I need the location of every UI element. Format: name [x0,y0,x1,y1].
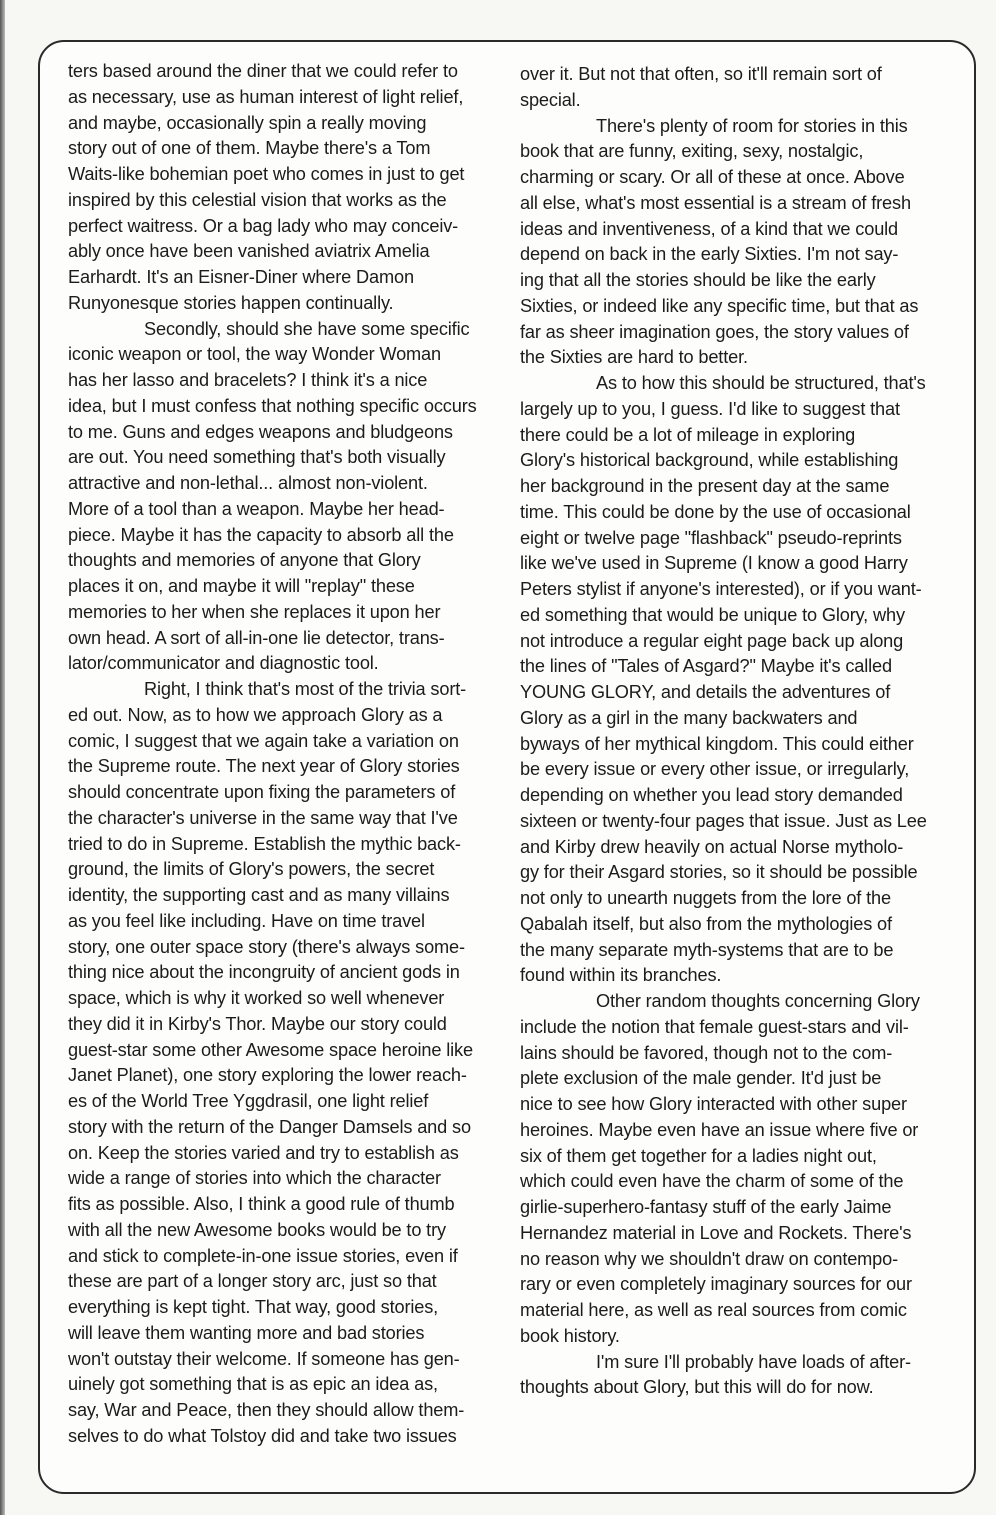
text-line: there could be a lot of mileage in exploring [520,424,856,445]
text-line: charming or scary. Or all of these at once. Above [520,167,905,187]
text-line: nice to see how Glory interacted with other super [520,1094,907,1114]
paragraph [520,371,960,989]
text-line: perfect waitress. Or a bag lady who may conceiv- [68,215,459,236]
text-line: ing that all the stories should be like the early [520,270,876,290]
text-line: eight or twelve page "flashback" pseudo-reprints [520,527,902,548]
text-line: ters based around the diner that we could refer to [68,61,458,81]
text-line: the character's universe in the same way that I've [68,807,458,828]
text-line: these are part of a longer story arc, just so that [68,1271,437,1292]
text-line: will leave them wanting more and bad stories [68,1322,425,1343]
text-line: as you feel like including. Have on time travel [68,910,425,931]
text-line: Janet Planet), one story exploring the lower reach- [68,1065,467,1086]
text-line: space, which is why it worked so well whenever [68,988,445,1008]
text-line: girlie-superhero-fantasy stuff of the early Jaime [520,1197,892,1217]
text-line: the many separate myth-systems that are to be [520,939,894,960]
text-line: ground, the limits of Glory's powers, the secret [68,859,435,880]
scan-edge [0,0,5,1515]
text-line: as necessary, use as human interest of light relief, [68,86,464,107]
text-line: heroines. Maybe even have an issue where five or [520,1119,919,1140]
text-line: guest-star some other Awesome space heroine like [68,1039,473,1060]
text-line: wide a range of stories into which the character [68,1168,441,1189]
text-line: Earhardt. It's an Eisner-Diner where Damon [68,267,414,287]
text-line: largely up to you, I guess. I'd like to suggest that [520,398,900,419]
text-line: piece. Maybe it has the capacity to absorb all the [68,524,454,545]
text-line: on. Keep the stories varied and try to establish as [68,1142,459,1163]
text-line: byways of her mythical kingdom. This could either [520,733,914,754]
text-line: story, one outer space story (there's always some- [68,936,465,957]
text-line: time. This could be done by the use of occasional [520,501,911,522]
text-line: Waits-like bohemian poet who comes in just to get [68,164,465,184]
text-line: depending on whether you lead story demanded [520,785,903,805]
text-line: sixteen or twenty-four pages that issue. Just as Lee [520,810,927,831]
text-line: YOUNG GLORY, and details the adventures of [520,682,891,702]
text-line: idea, but I must confess that nothing specific occurs [68,395,477,416]
text-line: far as sheer imagination goes, the story values of [520,321,909,342]
text-line: selves to do what Tolstoy did and take two issues [68,1425,457,1446]
text-line: special. [520,89,581,110]
text-line: lains should be favored, though not to the com- [520,1042,893,1063]
text-line: lator/communicator and diagnostic tool. [68,653,379,674]
text-line: attractive and non-lethal... almost non-violent. [68,473,428,493]
text-line: fits as possible. Also, I think a good rule of thumb [68,1194,455,1214]
text-line: depend on back in the early Sixties. I'm not say- [520,244,899,265]
text-line: won't outstay their welcome. If someone has gen- [68,1348,460,1369]
text-line: Glory's historical background, while establishing [520,450,899,471]
text-line: plete exclusion of the male gender. It'd just be [520,1068,882,1089]
text-line: all else, what's most essential is a stream of fresh [520,192,911,213]
text-line: material here, as well as real sources from comic [520,1300,907,1320]
text-line: gy for their Asgard stories, so it should be possible [520,862,918,883]
text-line: over it. But not that often, so it'll remain sort of [520,64,882,84]
text-line: book history. [520,1325,620,1346]
text-line: found within its branches. [520,965,722,986]
text-line: which could even have the charm of some of the [520,1171,904,1192]
text-line: like we've used in Supreme (I know a good Harry [520,553,908,574]
text-line: not introduce a regular eight page back up along [520,630,904,651]
text-line: identity, the supporting cast and as many villains [68,885,450,905]
text-line: Other random thoughts concerning Glory [596,991,920,1011]
text-line: Glory as a girl in the many backwaters and [520,707,858,728]
text-line: es of the World Tree Yggdrasil, one light relief [68,1091,429,1111]
text-line: not only to unearth nuggets from the lore of the [520,888,891,908]
text-line: be every issue or every other issue, or irregularly, [520,759,910,780]
text-line: places it on, and maybe it will "replay" these [68,576,415,596]
paragraph [520,114,960,372]
paragraph [520,989,960,1350]
text-line: six of them get together for a ladies night out, [520,1145,877,1166]
text-line: and maybe, occasionally spin a really moving [68,112,427,133]
text-line: say, War and Peace, then they should allow them- [68,1400,465,1420]
text-line: no reason why we shouldn't draw on contempo- [520,1248,899,1269]
text-line: story out of one of them. Maybe there's a Tom [68,138,431,159]
text-line: ably once have been vanished aviatrix Amelia [68,241,430,262]
text-line: book that are funny, exiting, sexy, nostalgic, [520,141,864,162]
paragraph [68,59,508,317]
text-line: include the notion that female guest-stars and vil- [520,1016,909,1037]
text-line: inspired by this celestial vision that works as the [68,189,447,210]
paragraph [520,1350,960,1402]
text-line: her background in the present day at the same [520,476,890,496]
text-line: should concentrate upon fixing the parameters of [68,782,456,802]
text-line: ideas and inventiveness, of a kind that we could [520,218,899,239]
text-line: comic, I suggest that we again take a variation on [68,730,459,751]
text-line: the Sixties are hard to better. [520,347,748,368]
text-line: iconic weapon or tool, the way Wonder Woman [68,344,441,365]
text-line: I'm sure I'll probably have loads of after- [596,1351,911,1372]
text-line: the lines of "Tales of Asgard?" Maybe it's called [520,656,892,677]
text-line: Secondly, should she have some specific [144,318,470,339]
text-line: memories to her when she replaces it upon her [68,601,441,622]
text-line: thoughts and memories of anyone that Glory [68,550,421,571]
text-line: they did it in Kirby's Thor. Maybe our story could [68,1013,447,1034]
text-line: the Supreme route. The next year of Glory stories [68,756,460,777]
left-column [68,59,508,1450]
text-line: everything is kept tight. That way, good stories, [68,1297,439,1317]
text-line: and stick to complete-in-one issue stories, even if [68,1245,458,1266]
text-line: uinely got something that is as epic an idea as, [68,1374,438,1395]
text-line: story with the return of the Danger Damsels and so [68,1116,471,1137]
text-line: As to how this should be structured, that's [596,373,926,393]
text-line: ed out. Now, as to how we approach Glory as a [68,704,443,725]
paragraph [520,62,960,114]
text-line: tried to do in Supreme. Establish the mythic back- [68,833,461,854]
text-line: are out. You need something that's both visually [68,447,446,468]
text-line: rary or even completely imaginary sources for our [520,1274,912,1295]
paragraph [68,317,508,678]
text-line: ed something that would be unique to Glory, why [520,604,905,625]
text-line: Sixties, or indeed like any specific time, but that as [520,295,919,316]
text-line: Runyonesque stories happen continually. [68,292,394,313]
text-line: There's plenty of room for stories in this [596,115,908,136]
text-line: with all the new Awesome books would be to try [68,1219,446,1240]
text-line: and Kirby drew heavily on actual Norse mytholo- [520,836,904,857]
text-line: More of a tool than a weapon. Maybe her head- [68,498,445,519]
text-line: Peters stylist if anyone's interested), or if you want- [520,579,922,599]
text-line: Right, I think that's most of the trivia sort- [144,679,467,699]
text-line: thoughts about Glory, but this will do for now. [520,1377,874,1398]
paragraph [68,677,508,1450]
text-line: thing nice about the incongruity of ancient gods in [68,962,460,983]
text-line: own head. A sort of all-in-one lie detector, trans- [68,627,445,648]
right-column [520,62,960,1401]
text-line: Hernandez material in Love and Rockets. There's [520,1222,912,1243]
text-line: Qabalah itself, but also from the mythologies of [520,913,892,934]
text-line: to me. Guns and edges weapons and bludgeons [68,421,453,442]
text-line: has her lasso and bracelets? I think it's a nice [68,370,428,390]
